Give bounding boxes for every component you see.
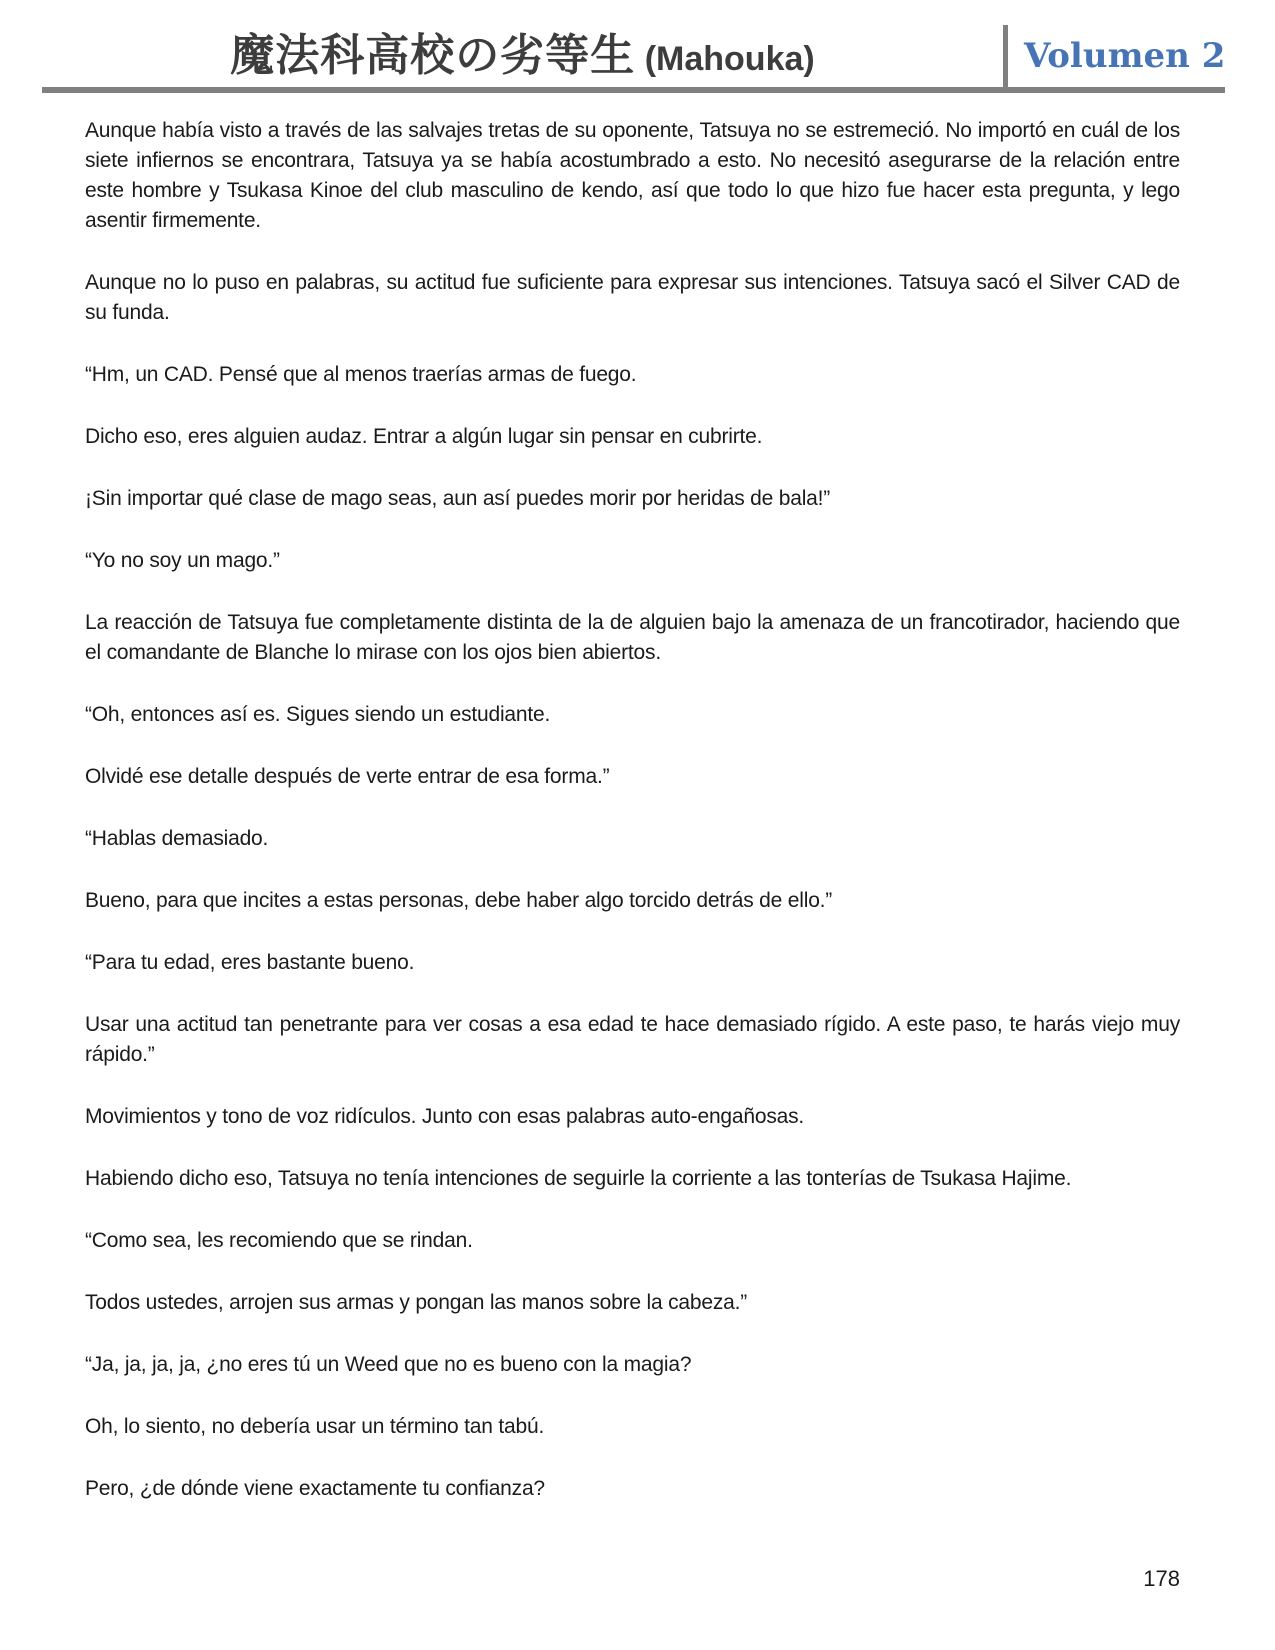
volume-label: Volumen 2 [1024, 36, 1226, 76]
paragraph: Aunque no lo puso en palabras, su actitud fue suficiente para expresar sus intenciones. Tatsuya sacó el Silver CAD de su funda. [85, 271, 1180, 324]
paragraph: “Como sea, les recomiendo que se rindan. [85, 1229, 473, 1252]
document-body [85, 116, 1180, 1536]
paragraph: ¡Sin importar qué clase de mago seas, aun así puedes morir por heridas de bala!” [85, 487, 831, 510]
title-romanized: (Mahouka) [635, 40, 815, 78]
page-number: 178 [1143, 1566, 1180, 1591]
paragraph: “Hablas demasiado. [85, 827, 269, 850]
paragraph: “Hm, un CAD. Pensé que al menos traerías armas de fuego. [85, 363, 637, 386]
paragraph: Dicho eso, eres alguien audaz. Entrar a algún lugar sin pensar en cubrirte. [85, 425, 763, 448]
paragraph: Oh, lo siento, no debería usar un término tan tabú. [85, 1415, 545, 1438]
paragraph: Habiendo dicho eso, Tatsuya no tenía intenciones de seguirle la corriente a las tonterías de Tsukasa Hajime. [85, 1167, 1072, 1190]
paragraph: Bueno, para que incites a estas personas, debe haber algo torcido detrás de ello.” [85, 889, 833, 912]
page-header [42, 0, 1225, 93]
paragraph: “Ja, ja, ja, ja, ¿no eres tú un Weed que no es bueno con la magia? [85, 1353, 692, 1376]
volume-cell [1003, 25, 1225, 87]
paragraph: “Para tu edad, eres bastante bueno. [85, 951, 415, 974]
page-title [42, 19, 1003, 87]
paragraph: La reacción de Tatsuya fue completamente distinta de la de alguien bajo la amenaza de un francotirador, haciendo que el comandante de Blanche lo mirase con los ojos bien abiertos. [85, 611, 1180, 664]
paragraph: “Yo no soy un mago.” [85, 549, 280, 572]
paragraph: Aunque había visto a través de las salvajes tretas de su oponente, Tatsuya no se estremeció. No importó en cuál de los siete infiernos se encontrara, Tatsuya ya se había acostumbrado a esto. No necesitó asegurarse de la relación entre este hombre y Tsukasa Kinoe del club masculino de kendo, así que todo lo que hizo fue hacer esta pregunta, y lego asentir firmemente. [85, 119, 1180, 232]
paragraph: Movimientos y tono de voz ridículos. Junto con esas palabras auto-engañosas. [85, 1105, 805, 1128]
paragraph: “Oh, entonces así es. Sigues siendo un estudiante. [85, 703, 551, 726]
paragraph: Todos ustedes, arrojen sus armas y pongan las manos sobre la cabeza.” [85, 1291, 748, 1314]
title-japanese: 魔法科高校の劣等生 [230, 31, 636, 80]
paragraph: Pero, ¿de dónde viene exactamente tu confianza? [85, 1477, 545, 1500]
paragraph: Usar una actitud tan penetrante para ver cosas a esa edad te hace demasiado rígido. A este paso, te harás viejo muy rápido.” [85, 1013, 1180, 1066]
paragraph: Olvidé ese detalle después de verte entrar de esa forma.” [85, 765, 610, 788]
